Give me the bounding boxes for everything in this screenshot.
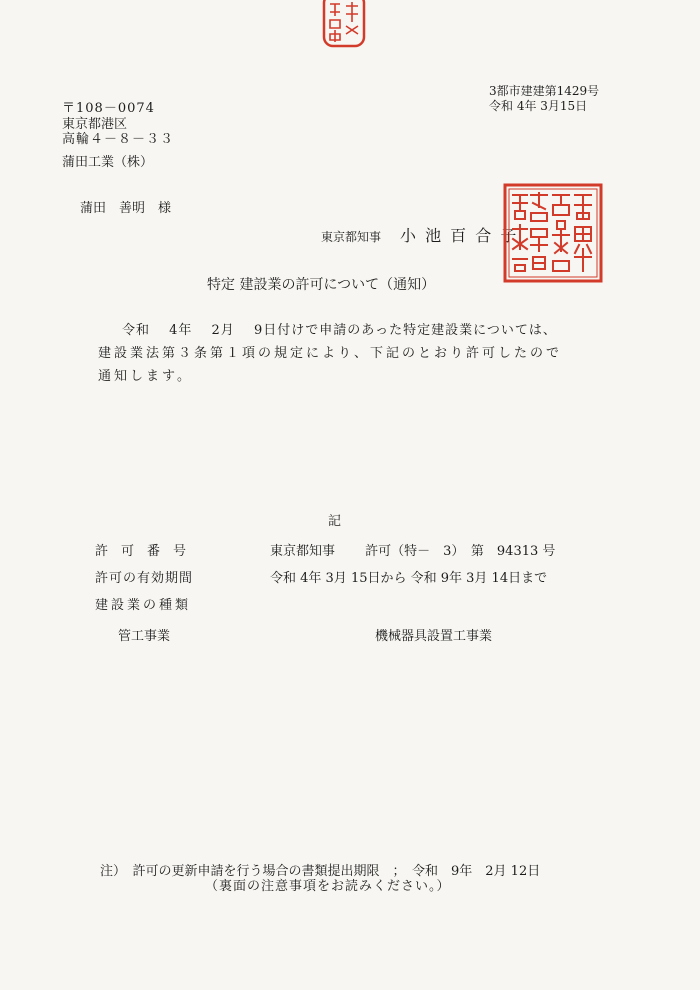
doc-date: 令和 4年 3月15日 (489, 99, 588, 113)
validity-label: 許可の有効期間 (95, 571, 194, 586)
doc-number: 3都市建建第1429号 (489, 84, 600, 98)
business-type-1: 管工事業 (118, 629, 171, 644)
renewal-note: 注） 許可の更新申請を行う場合の書類提出期限 ； 令和 9年 2月 12日 (100, 864, 541, 879)
recipient-name: 蒲田 善明 様 (80, 201, 172, 216)
recipient-address-line1: 東京都港区 (62, 117, 128, 132)
recipient-company: 蒲田工業（株） (62, 155, 154, 170)
renewal-note-sub: （裏面の注意事項をお読みください。） (205, 879, 451, 894)
body-line-2: 建設業法第３条第１項の規定により、下記のとおり許可したので (98, 346, 563, 361)
sender-title: 東京都知事 (321, 230, 382, 244)
ki-heading: 記 (328, 514, 342, 529)
sender-name: 小 池 百 合 子 (400, 226, 519, 245)
body-line-1: 令和 4年 2月 9日付けで申請のあった特定建設業については、 (122, 323, 557, 338)
validity-value: 令和 4年 3月 15日から 令和 9年 3月 14日まで (270, 571, 548, 586)
subject-title: 特定 建設業の許可について（通知） (207, 277, 436, 293)
business-type-2: 機械器具設置工事業 (375, 629, 493, 644)
governor-seal (503, 183, 603, 283)
recipient-postal: 〒108－0074 (62, 101, 155, 116)
body-line-3: 通知します。 (98, 369, 193, 384)
permit-number-value: 東京都知事 許可（特－ 3） 第 94313 号 (270, 544, 556, 559)
permit-number-label: 許 可 番 号 (95, 544, 187, 559)
top-seal (320, 0, 368, 52)
business-type-label: 建設業の種類 (95, 598, 192, 613)
recipient-address-line2: 高輪４－８－３３ (62, 132, 175, 147)
